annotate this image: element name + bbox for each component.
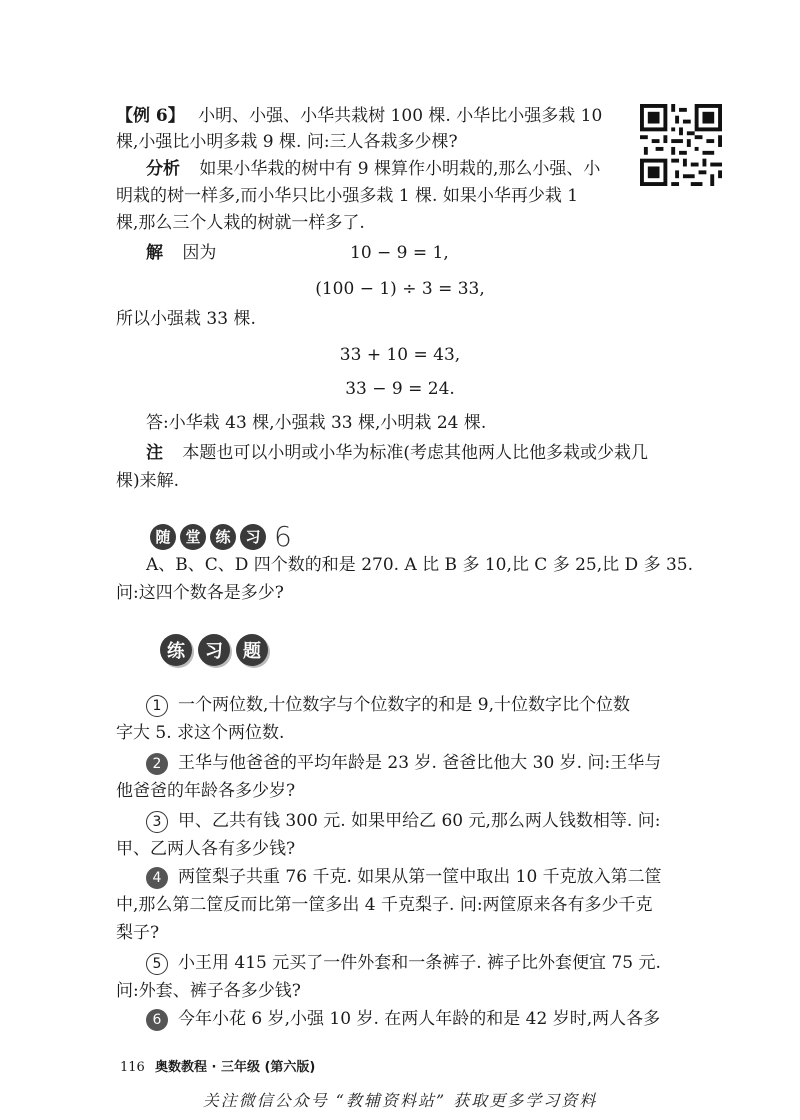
exercise-4-line-3: 梨子? [116,923,160,943]
exercise-number-6: 6 [146,1009,168,1031]
exercise-1-line-1: 一个两位数,十位数字与个位数字的和是 9,十位数字比个位数 [178,695,631,715]
watermark-note: 关注微信公众号 “教辅资料站” 获取更多学习资料 [202,1091,598,1110]
exercise-number-1: 1 [146,695,168,717]
exercise-4-line-1: 两筐梨子共重 76 千克. 如果从第一筐中取出 10 千克放入第二筐 [178,867,662,887]
practice-char-4: 习 [240,524,266,550]
exercise-3-line-1: 甲、乙共有钱 300 元. 如果甲给乙 60 元,那么两人钱数相等. 问: [178,811,661,831]
exercise-1-line-2: 字大 5. 求这个两位数. [116,723,285,743]
answer-text: 答:小华栽 43 棵,小强栽 33 棵,小明栽 24 棵. [146,413,487,433]
book-title: 奥数教程 · 三年级 (第六版) [154,1060,316,1075]
equation-2: (100 − 1) ÷ 3 = 33, [315,279,485,299]
equation-4: 33 − 9 = 24. [345,379,455,399]
exercise-number-2: 2 [146,753,168,775]
page-footer [120,1056,315,1075]
solution-label: 解 [146,243,163,263]
exercise-6-line-1: 今年小花 6 岁,小强 10 岁. 在两人年龄的和是 42 岁时,两人各多 [178,1009,661,1029]
exercise-2-line-2: 他爸爸的年龄各多少岁? [116,781,296,801]
page-number: 116 [120,1060,145,1075]
exercise-4-line-2: 中,那么第二筐反而比第一筐多出 4 千克梨子. 问:两筐原来各有多少千克 [116,895,653,915]
because-text: 因为 [182,243,217,263]
exercises-char-2: 习 [198,634,230,666]
so-text: 所以小强栽 33 棵. [116,309,256,329]
practice-number: 6 [274,520,292,553]
example-text-line-2: 棵,小强比小明多栽 9 棵. 问:三人各栽多少棵? [116,132,458,152]
analysis-label: 分析 [146,159,180,179]
note-line-1: 本题也可以小明或小华为标准(考虑其他两人比他多栽或少栽几 [182,443,649,463]
exercise-2-line-1: 王华与他爸爸的平均年龄是 23 岁. 爸爸比他大 30 岁. 问:王华与 [178,753,662,773]
equation-3: 33 + 10 = 43, [339,345,461,365]
exercise-number-3: 3 [146,811,168,833]
practice-line-1: A、B、C、D 四个数的和是 270. A 比 B 多 10,比 C 多 25,比 D 多 35. [146,555,694,575]
example-text-line-1: 小明、小强、小华共栽树 100 棵. 小华比小强多栽 10 [198,106,603,126]
practice-char-3: 练 [210,524,236,550]
qr-code-icon [640,104,722,186]
exercises-char-3: 题 [236,634,268,666]
exercise-number-4: 4 [146,867,168,889]
exercise-3-line-2: 甲、乙两人各有多少钱? [116,839,296,859]
note-label: 注 [146,443,163,463]
analysis-line-3: 棵,那么三个人栽的树就一样多了. [116,213,365,233]
analysis-line-1: 如果小华栽的树中有 9 棵算作小明栽的,那么小强、小 [199,159,601,179]
exercises-heading [160,634,268,666]
example-label: 【例 6】 [116,106,185,126]
note-line-2: 棵)来解. [116,471,180,491]
exercise-5-line-1: 小王用 415 元买了一件外套和一条裤子. 裤子比外套便宜 75 元. [178,953,661,973]
equation-1: 10 − 9 = 1, [350,243,449,263]
practice-char-2: 堂 [180,524,206,550]
exercises-char-1: 练 [160,634,192,666]
exercise-5-line-2: 问:外套、裤子各多少钱? [116,981,301,1001]
analysis-line-2: 明栽的树一样多,而小华只比小强多栽 1 棵. 如果小华再少栽 1 [116,186,579,206]
practice-line-2: 问:这四个数各是多少? [116,583,284,603]
exercise-number-5: 5 [146,953,168,975]
practice-heading [150,520,292,553]
practice-char-1: 随 [150,524,176,550]
